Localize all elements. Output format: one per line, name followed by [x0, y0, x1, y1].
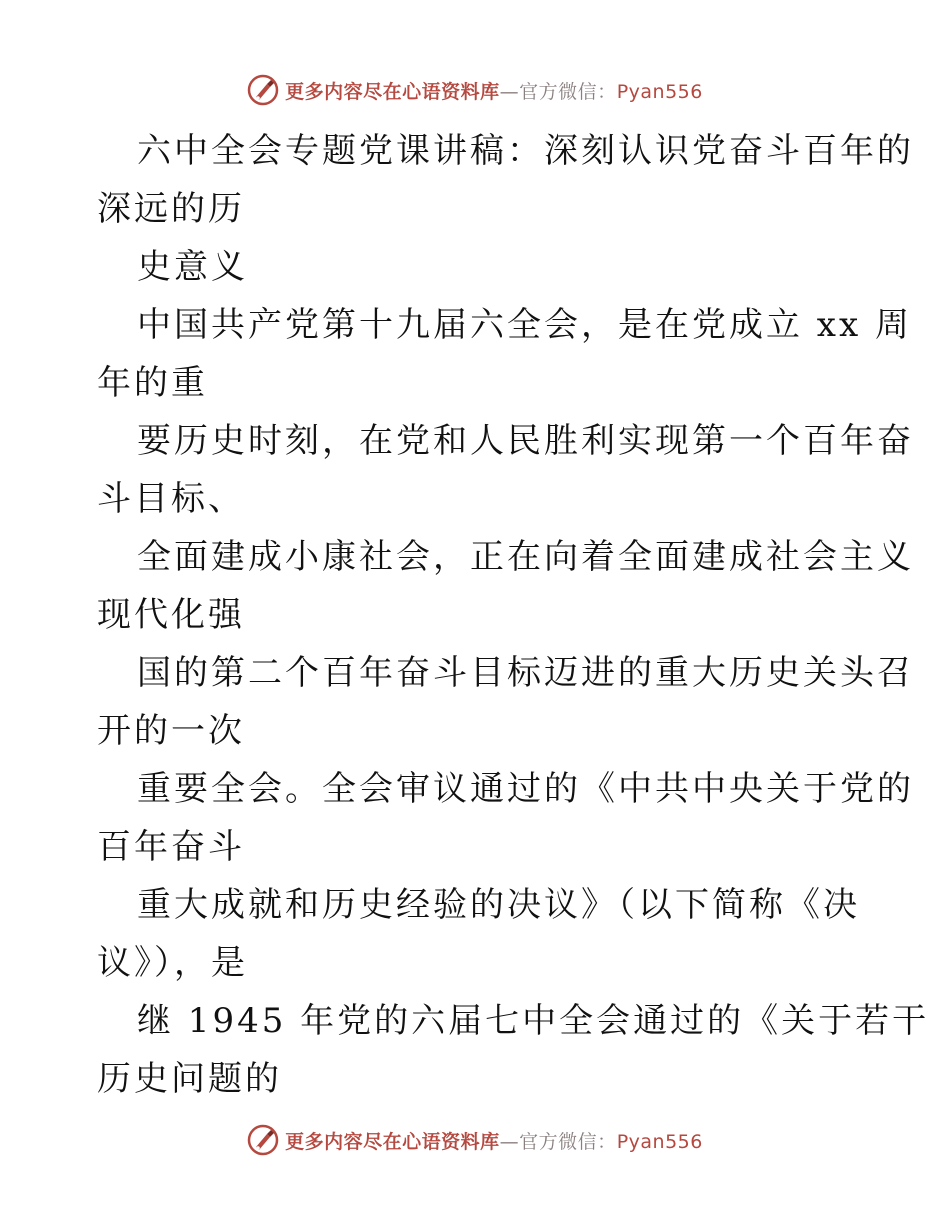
text-line: 年的重: [97, 363, 208, 403]
text-line: 史意义: [137, 247, 248, 287]
banner-text: [285, 1127, 703, 1154]
banner-brand: 更多内容尽在心语资料库: [285, 1130, 500, 1153]
banner-brand: 更多内容尽在心语资料库: [285, 80, 500, 103]
text-line: 开的一次: [97, 711, 245, 751]
text-line: 重大成就和历史经验的决议》（以下简称《决: [137, 885, 860, 925]
pen-nib-logo-icon: [247, 74, 279, 106]
text-line: 中国共产党第十九届六全会，是在党成立 xx 周: [137, 305, 912, 345]
text-line: 国的第二个百年奋斗目标迈进的重大历史关头召: [137, 653, 914, 693]
text-line: 六中全会专题党课讲稿：深刻认识党奋斗百年的: [137, 131, 914, 171]
banner-separator: —: [499, 1130, 520, 1153]
banner-wechat-id: Pyan556: [616, 1130, 703, 1153]
text-line: 全面建成小康社会，正在向着全面建成社会主义: [137, 537, 914, 577]
banner-separator: —: [499, 80, 520, 103]
document-body: [97, 122, 930, 1108]
text-line: 要历史时刻，在党和人民胜利实现第一个百年奋: [137, 421, 914, 461]
pen-nib-logo-icon: [247, 1124, 279, 1156]
text-line: 历史问题的: [97, 1059, 282, 1099]
text-line: 重要全会。全会审议通过的《中共中央关于党的: [137, 769, 914, 809]
banner-wechat-id: Pyan556: [616, 80, 703, 103]
text-line: 现代化强: [97, 595, 245, 635]
header-banner: [0, 70, 950, 110]
banner-text: [285, 77, 703, 104]
text-line: 继 1945 年党的六届七中全会通过的《关于若干: [137, 1001, 930, 1041]
banner-label: 官方微信：: [519, 80, 617, 103]
text-line: 斗目标、: [97, 479, 245, 519]
text-line: 议》），是: [97, 943, 248, 983]
text-line: 深远的历: [97, 189, 245, 229]
footer-banner: [0, 1120, 950, 1160]
banner-label: 官方微信：: [519, 1130, 617, 1153]
text-line: 百年奋斗: [97, 827, 245, 867]
